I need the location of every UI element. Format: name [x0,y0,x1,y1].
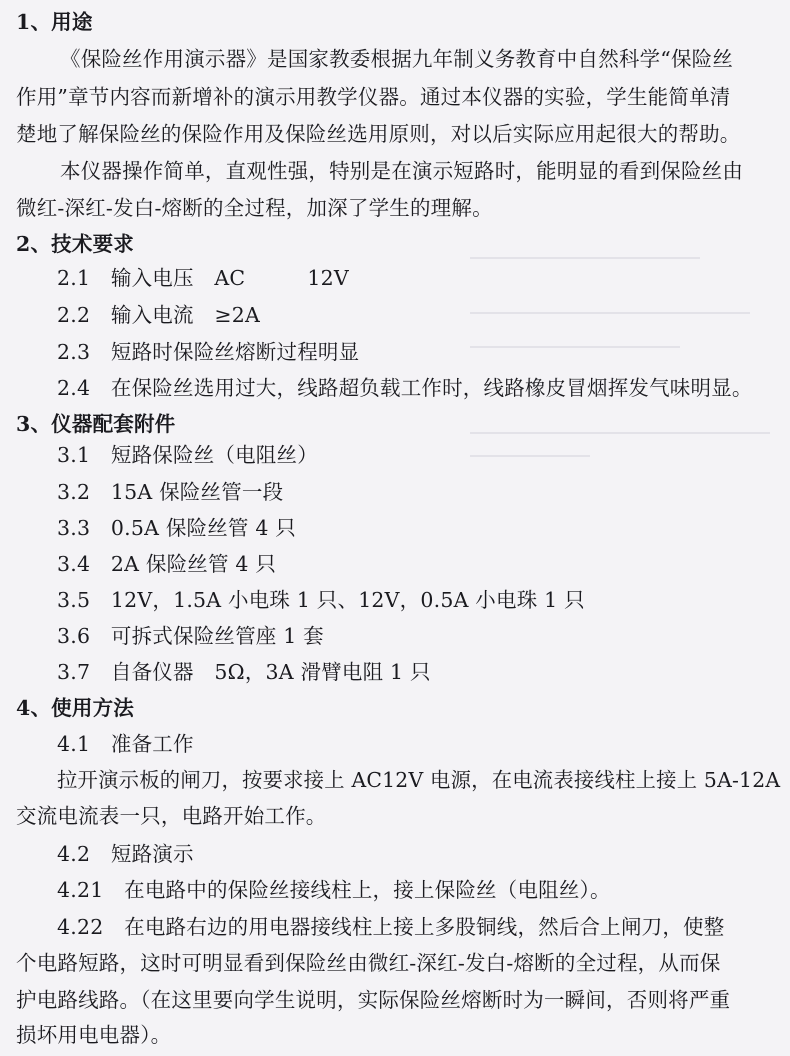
subsection-heading: 4.2 短路演示 [57,842,194,866]
bleed-mark [470,455,590,457]
paragraph-line: 《保险丝作用演示器》是国家教委根据九年制义务教育中自然科学“保险丝 [60,47,734,71]
bleed-mark [470,257,700,259]
bleed-mark [470,432,770,434]
spec-item: 2.1 输入电压 AC 12V [57,266,349,290]
paragraph-line: 楚地了解保险丝的保险作用及保险丝选用原则，对以后实际应用起很大的帮助。 [16,122,741,146]
spec-item: 2.3 短路时保险丝熔断过程明显 [57,340,360,364]
section-1-heading: 1、用途 [16,10,93,34]
accessory-item: 3.6 可拆式保险丝管座 1 套 [57,624,324,648]
paragraph-line: 个电路短路，这时可明显看到保险丝由微红-深红-发白-熔断的全过程，从而保 [16,951,721,975]
paragraph-line: 4.22 在电路右边的用电器接线柱上接上多股铜线，然后合上闸刀，使整 [57,915,725,939]
bleed-mark [470,346,680,348]
paragraph-line: 拉开演示板的闸刀，按要求接上 AC12V 电源，在电流表接线柱上接上 5A-12A [57,768,781,792]
paragraph-line: 4.21 在电路中的保险丝接线柱上，接上保险丝（电阻丝）。 [57,878,611,902]
paragraph-line: 护电路线路。（在这里要向学生说明，实际保险丝熔断时为一瞬间，否则将严重 [16,988,731,1012]
bleed-mark [470,312,750,314]
paragraph-line: 损坏用电电器）。 [16,1023,172,1047]
subsection-heading: 4.1 准备工作 [57,732,194,756]
accessory-item: 3.4 2A 保险丝管 4 只 [57,552,277,576]
paragraph-line: 本仪器操作简单，直观性强，特别是在演示短路时，能明显的看到保险丝由 [60,159,744,183]
accessory-item: 3.7 自备仪器 5Ω，3A 滑臂电阻 1 只 [57,660,431,684]
section-4-heading: 4、使用方法 [16,696,134,720]
accessory-item: 3.5 12V，1.5A 小电珠 1 只、12V，0.5A 小电珠 1 只 [57,588,585,612]
accessory-item: 3.3 0.5A 保险丝管 4 只 [57,516,296,540]
accessory-item: 3.1 短路保险丝（电阻丝） [57,443,318,467]
paragraph-line: 微红-深红-发白-熔断的全过程，加深了学生的理解。 [16,196,493,220]
section-3-heading: 3、仪器配套附件 [16,412,176,436]
accessory-item: 3.2 15A 保险丝管一段 [57,480,284,504]
spec-item: 2.2 输入电流 ≥2A [57,303,261,327]
paragraph-line: 交流电流表一只，电路开始工作。 [16,804,327,828]
spec-item: 2.4 在保险丝选用过大，线路超负载工作时，线路橡皮冒烟挥发气味明显。 [57,376,753,400]
section-2-heading: 2、技术要求 [16,232,134,256]
paragraph-line: 作用”章节内容而新增补的演示用教学仪器。通过本仪器的实验，学生能简单清 [16,85,731,109]
